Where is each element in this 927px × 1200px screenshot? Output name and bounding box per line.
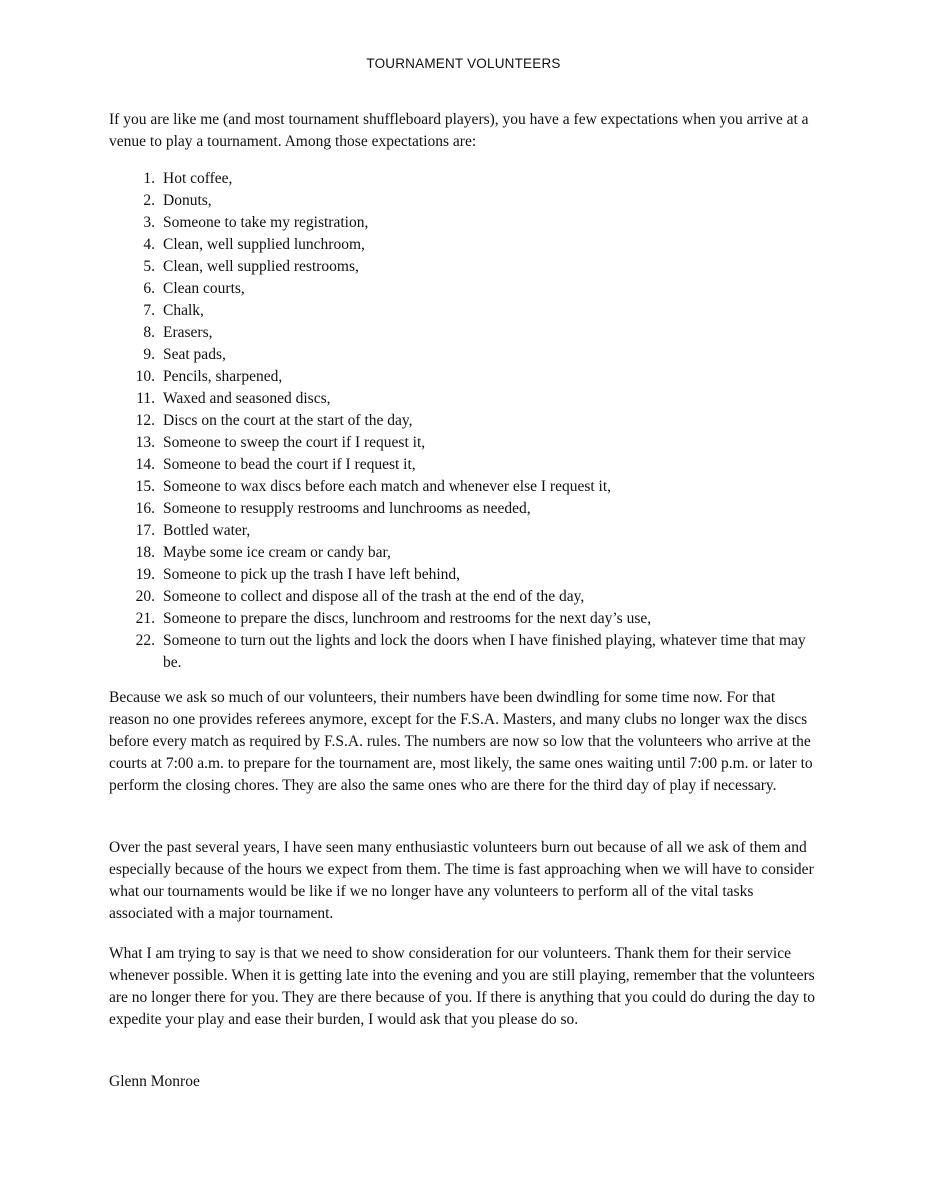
list-item-number: 18. xyxy=(135,544,155,561)
list-item xyxy=(109,586,819,608)
list-item-text: Clean, well supplied lunchroom, xyxy=(163,236,365,253)
list-item-text: Someone to pick up the trash I have left behind, xyxy=(163,566,461,583)
list-item xyxy=(109,278,819,300)
list-item xyxy=(109,432,819,454)
list-item-text: Someone to sweep the court if I request it, xyxy=(163,434,426,451)
list-item xyxy=(109,454,819,476)
list-item-text: Hot coffee, xyxy=(163,170,233,187)
list-item-text: Someone to take my registration, xyxy=(163,214,369,231)
list-item-number: 13. xyxy=(135,434,155,451)
list-item xyxy=(109,256,819,278)
list-item-text: Someone to collect and dispose all of the trash at the end of the day, xyxy=(163,588,585,605)
list-item-text: Bottled water, xyxy=(163,522,251,539)
paragraph-volunteer-burnout: Over the past several years, I have seen many enthusiastic volunteers burn out because of all we ask of them and especially because of the hours we expect from them. The time is fast approaching when we will have to consider what our tournaments would be like if we no longer have any volunteers to perform all of the vital tasks associated with a major tournament. xyxy=(109,839,814,922)
signature: Glenn Monroe xyxy=(109,1073,200,1090)
list-item-number: 8. xyxy=(143,324,155,341)
list-item xyxy=(109,234,819,256)
list-item-text: Discs on the court at the start of the day, xyxy=(163,412,413,429)
list-item xyxy=(109,476,819,498)
list-item-number: 7. xyxy=(143,302,155,319)
list-item-number: 20. xyxy=(135,588,155,605)
list-item-text: Someone to turn out the lights and lock the doors when I have finished playing, whatever time that may be. xyxy=(163,632,806,671)
list-item-number: 4. xyxy=(143,236,155,253)
list-item-number: 17. xyxy=(135,522,155,539)
list-item-number: 3. xyxy=(143,214,155,231)
paragraph-consideration: What I am trying to say is that we need to show consideration for our volunteers. Thank them for their service whenever possible. When it is getting late into the evening and you are still playing, remember that the volunteers are no longer there for you. They are there because of you. If there is anything that you could do during the day to expedite your play and ease their burden, I would ask that you please do so. xyxy=(109,945,816,1028)
list-item-number: 16. xyxy=(135,500,155,517)
list-item-number: 14. xyxy=(135,456,155,473)
list-item xyxy=(109,366,819,388)
list-item-text: Chalk, xyxy=(163,302,204,319)
list-item-text: Erasers, xyxy=(163,324,213,341)
list-item xyxy=(109,608,819,630)
list-item xyxy=(109,344,819,366)
list-item-number: 21. xyxy=(135,610,155,627)
list-item xyxy=(109,630,819,674)
list-item-text: Clean courts, xyxy=(163,280,245,297)
list-item-number: 19. xyxy=(135,566,155,583)
list-item xyxy=(109,388,819,410)
list-item-number: 2. xyxy=(143,192,155,209)
list-item xyxy=(109,410,819,432)
list-item xyxy=(109,212,819,234)
list-item-text: Waxed and seasoned discs, xyxy=(163,390,331,407)
list-item-number: 6. xyxy=(143,280,155,297)
list-item-text: Someone to bead the court if I request it, xyxy=(163,456,416,473)
list-item xyxy=(109,564,819,586)
list-item-text: Someone to wax discs before each match and whenever else I request it, xyxy=(163,478,612,495)
list-item-text: Clean, well supplied restrooms, xyxy=(163,258,359,275)
list-item-text: Seat pads, xyxy=(163,346,226,363)
list-item-text: Someone to prepare the discs, lunchroom and restrooms for the next day’s use, xyxy=(163,610,652,627)
list-item xyxy=(109,300,819,322)
list-item-text: Donuts, xyxy=(163,192,212,209)
list-item-number: 12. xyxy=(135,412,155,429)
list-item xyxy=(109,520,819,542)
list-item xyxy=(109,322,819,344)
list-item xyxy=(109,190,819,212)
list-item xyxy=(109,168,819,190)
list-item-text: Maybe some ice cream or candy bar, xyxy=(163,544,391,561)
intro-paragraph: If you are like me (and most tournament shuffleboard players), you have a few expectations when you arrive at a venue to play a tournament. Among those expectations are: xyxy=(109,111,809,150)
list-item-text: Pencils, sharpened, xyxy=(163,368,283,385)
list-item-number: 11. xyxy=(136,390,155,407)
list-item-number: 5. xyxy=(143,258,155,275)
list-item-number: 10. xyxy=(135,368,155,385)
list-item-number: 22. xyxy=(135,632,155,649)
document-title: TOURNAMENT VOLUNTEERS xyxy=(366,56,561,71)
list-item-number: 9. xyxy=(143,346,155,363)
list-item xyxy=(109,542,819,564)
list-item-number: 15. xyxy=(135,478,155,495)
list-item-text: Someone to resupply restrooms and lunchrooms as needed, xyxy=(163,500,531,517)
list-item-number: 1. xyxy=(143,170,155,187)
paragraph-volunteer-decline: Because we ask so much of our volunteers, their numbers have been dwindling for some time now. For that reason no one provides referees anymore, except for the F.S.A. Masters, and many clubs no longer wax the discs before every match as required by F.S.A. rules. The numbers are now so low that the volunteers who arrive at the courts at 7:00 a.m. to prepare for the tournament are, most likely, the same ones waiting until 7:00 p.m. or later to perform the closing chores. They are also the same ones who are there for the third day of play if necessary. xyxy=(109,689,813,794)
expectations-list xyxy=(109,168,819,674)
list-item xyxy=(109,498,819,520)
